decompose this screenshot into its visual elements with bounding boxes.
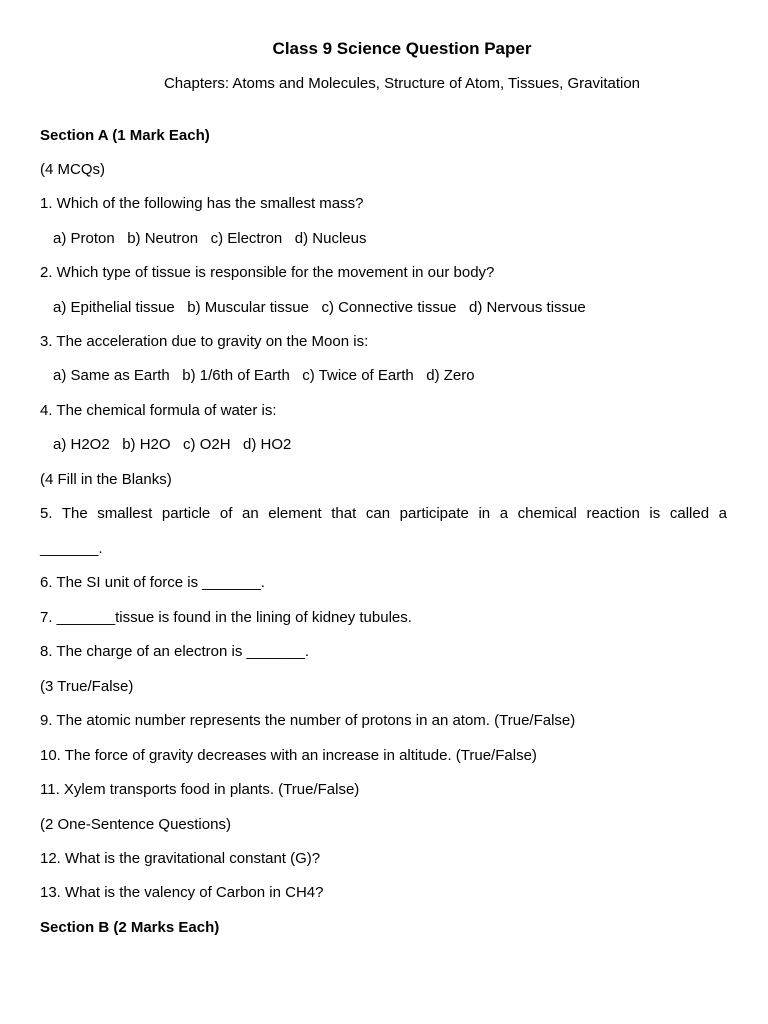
question-4: 4. The chemical formula of water is: <box>40 402 277 419</box>
question-13: 13. What is the valency of Carbon in CH4? <box>40 884 324 901</box>
question-12: 12. What is the gravitational constant (G)? <box>40 850 321 867</box>
question-6: 6. The SI unit of force is _______. <box>40 574 265 591</box>
mcq-label: (4 MCQs) <box>40 161 105 178</box>
fill-blanks-label: (4 Fill in the Blanks) <box>40 471 172 488</box>
question-10: 10. The force of gravity decreases with an increase in altitude. (True/False) <box>40 747 537 764</box>
chapters-subtitle: Chapters: Atoms and Molecules, Structure of Atom, Tissues, Gravitation <box>163 75 641 92</box>
question-11: 11. Xylem transports food in plants. (True/False) <box>40 781 360 798</box>
question-4-options: a) H2O2 b) H2O c) O2H d) HO2 <box>53 436 292 453</box>
question-3-options: a) Same as Earth b) 1/6th of Earth c) Twice of Earth d) Zero <box>53 367 475 384</box>
question-8: 8. The charge of an electron is _______. <box>40 643 310 660</box>
true-false-label: (3 True/False) <box>40 678 134 695</box>
question-2-options: a) Epithelial tissue b) Muscular tissue c) Connective tissue d) Nervous tissue <box>53 299 586 316</box>
question-7: 7. _______tissue is found in the lining of kidney tubules. <box>40 609 412 626</box>
one-sentence-label: (2 One-Sentence Questions) <box>40 816 231 833</box>
question-5-line-1: 5. The smallest particle of an element that can participate in a chemical reaction is called a <box>40 505 727 522</box>
question-2: 2. Which type of tissue is responsible for the movement in our body? <box>40 264 495 281</box>
page-title: Class 9 Science Question Paper <box>272 39 532 58</box>
question-9: 9. The atomic number represents the number of protons in an atom. (True/False) <box>40 712 576 729</box>
question-1: 1. Which of the following has the smallest mass? <box>40 195 364 212</box>
question-3: 3. The acceleration due to gravity on the Moon is: <box>40 333 369 350</box>
question-5-line-2: _______. <box>40 540 103 557</box>
question-1-options: a) Proton b) Neutron c) Electron d) Nucleus <box>53 230 367 247</box>
section-a-heading: Section A (1 Mark Each) <box>40 127 210 144</box>
section-b-heading: Section B (2 Marks Each) <box>40 919 220 936</box>
